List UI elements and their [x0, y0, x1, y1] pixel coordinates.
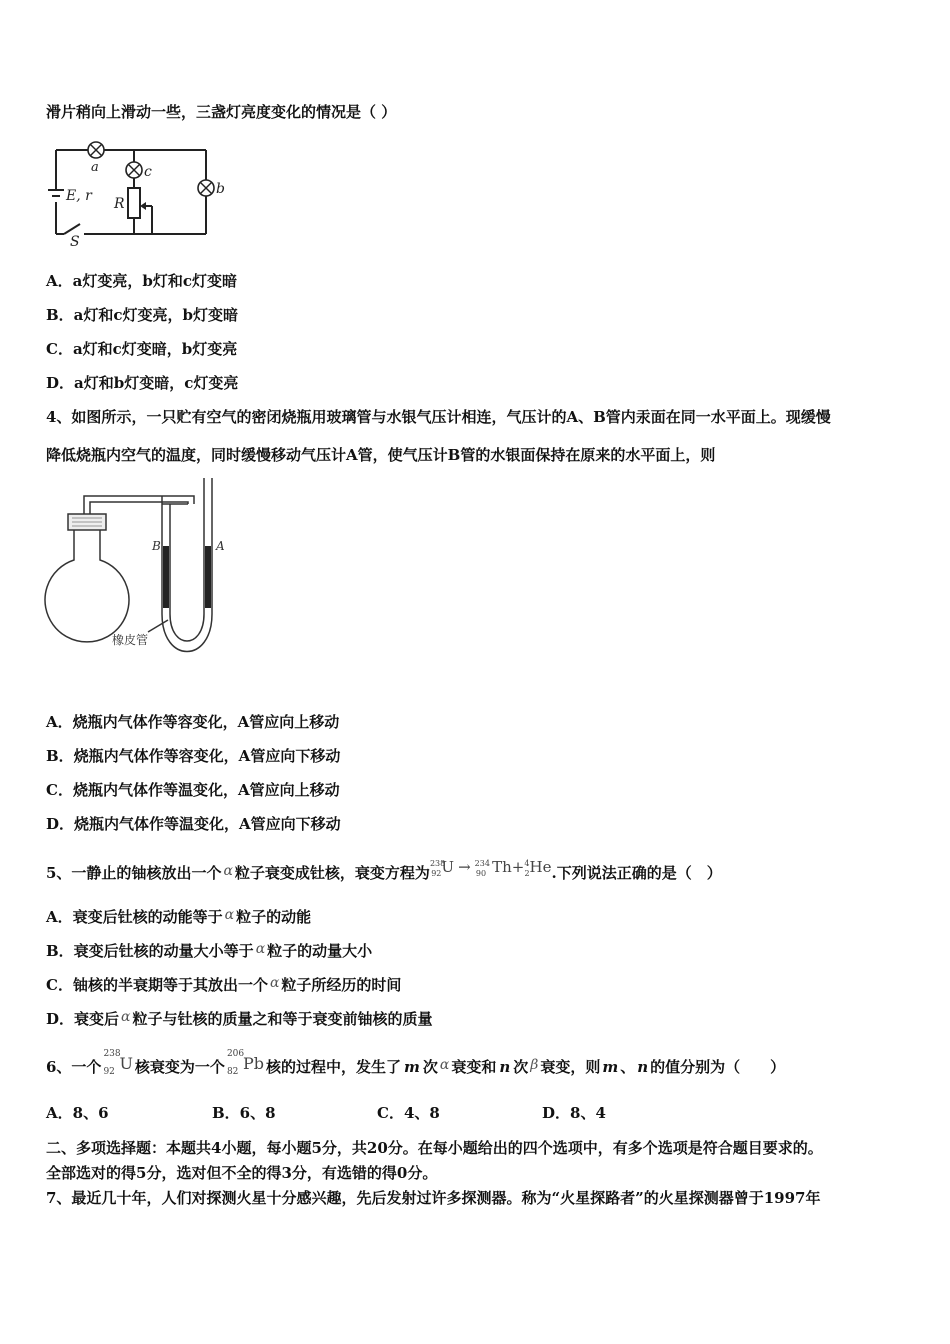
q3-stem: 滑片稍向上滑动一些，三盏灯亮度变化的情况是（ ）: [46, 103, 397, 121]
q6-option-b[interactable]: B．6、8: [212, 1104, 276, 1122]
q6-suffix: 的值分别为（ ）: [650, 1058, 786, 1076]
section2-header-line1: 二、多项选择题：本题共4小题，每小题5分，共20分。在每小题给出的四个选项中，有多个选项是符合题目要求的。: [46, 1139, 823, 1157]
alpha-symbol: α: [439, 1057, 450, 1073]
label-r: R: [114, 196, 125, 212]
q7-stem-line1: 7、最近几十年，人们对探测火星十分感兴趣，先后发射过许多探测器。称为“火星探路者”的火星探测器曾于1997年: [46, 1189, 821, 1207]
q6-mid1: 核衰变为一个: [134, 1058, 225, 1076]
alpha-symbol: α: [269, 975, 280, 991]
q4-option-b[interactable]: B．烧瓶内气体作等容变化，A管应向下移动: [46, 747, 341, 765]
q5-option-d-pre: D．衰变后: [46, 1010, 120, 1028]
q4-flask-diagram: [44, 474, 244, 664]
lead-nuclide: [226, 1049, 264, 1078]
q4-option-c[interactable]: C．烧瓶内气体作等温变化，A管应向上移动: [46, 781, 340, 799]
q6-mid2: 核的过程中，发生了: [265, 1058, 401, 1076]
arrow-icon: →: [458, 858, 471, 876]
q5-option-b-post: 粒子的动量大小: [267, 942, 373, 960]
label-a: a: [91, 160, 99, 175]
q5-option-d[interactable]: [46, 1009, 433, 1030]
pb-mass: 206: [226, 1049, 245, 1059]
q6-option-c[interactable]: C．4、8: [377, 1104, 440, 1122]
label-rubber-tube: 橡皮管: [112, 633, 149, 647]
q4-option-d[interactable]: D．烧瓶内气体作等温变化，A管应向下移动: [46, 815, 341, 833]
var-m-2: m: [602, 1058, 619, 1076]
q3-option-a[interactable]: A．a灯变亮，b灯和c灯变暗: [46, 272, 237, 290]
th-symbol: Th+: [492, 858, 525, 876]
q3-option-d[interactable]: D．a灯和b灯变暗，c灯变亮: [46, 374, 239, 392]
q3-circuit-diagram: [44, 138, 234, 250]
label-b: b: [216, 181, 225, 197]
he-charge: 2: [524, 869, 530, 878]
q4-stem-line1: 4、如图所示，一只贮有空气的密闭烧瓶用玻璃管与水银气压计相连，气压计的A、B管内汞面在同一水平面上。现缓慢: [46, 408, 831, 426]
q4-stem-line2: 降低烧瓶内空气的温度，同时缓慢移动气压计A管，使气压计B管的水银面保持在原来的水平面上，则: [46, 446, 716, 464]
th-charge: 90: [475, 869, 487, 878]
u-charge: 92: [103, 1067, 115, 1077]
u-charge: 92: [431, 869, 442, 878]
label-b-tube: B: [152, 539, 161, 553]
alpha-symbol: α: [224, 907, 235, 923]
q5-option-a[interactable]: [46, 907, 311, 928]
he-symbol: He: [529, 858, 552, 876]
q5-prefix: 5、一静止的铀核放出一个: [46, 864, 222, 882]
q5-mid: 粒子衰变成钍核，衰变方程为: [234, 864, 430, 882]
u-mass: 238: [429, 859, 446, 868]
lamp-b-icon: [198, 180, 214, 196]
label-c: c: [144, 164, 152, 180]
q6-sep: 、: [620, 1058, 636, 1076]
uranium-nuclide: [103, 1049, 133, 1078]
lamp-c-icon: [126, 162, 142, 178]
q6-ci2: 次: [513, 1058, 529, 1076]
beta-symbol: β: [530, 1057, 539, 1073]
alpha-symbol: α: [255, 941, 266, 957]
alpha-symbol: α: [121, 1009, 131, 1025]
var-m: m: [403, 1058, 420, 1076]
pb-symbol: Pb: [242, 1054, 264, 1073]
label-a-tube: A: [216, 539, 225, 553]
q5-option-d-post: 粒子与钍核的质量之和等于衰变前铀核的质量: [132, 1010, 433, 1028]
q5-option-a-post: 粒子的动能: [236, 908, 312, 926]
section2-header-line2: 全部选对的得5分，选对但不全的得3分，有选错的得0分。: [46, 1164, 438, 1182]
q3-option-c[interactable]: C．a灯和c灯变暗，b灯变亮: [46, 340, 238, 358]
he-mass: 4: [524, 859, 530, 868]
q6-mid4: 衰变，则: [540, 1058, 601, 1076]
q5-option-b-pre: B．衰变后钍核的动量大小等于: [46, 942, 254, 960]
q6-stem: [46, 1049, 786, 1078]
q6-mid3: 衰变和: [451, 1058, 497, 1076]
q6-option-d[interactable]: D．8、4: [542, 1104, 606, 1122]
q6-prefix: 6、一个: [46, 1058, 102, 1076]
q5-option-b[interactable]: [46, 941, 372, 962]
q6-option-a[interactable]: A．8、6: [46, 1104, 109, 1122]
q5-stem: [46, 860, 722, 890]
q4-option-a[interactable]: A．烧瓶内气体作等容变化，A管应向上移动: [46, 713, 340, 731]
u-symbol: U: [441, 858, 455, 876]
q3-option-b[interactable]: B．a灯和c灯变亮，b灯变暗: [46, 306, 239, 324]
q5-option-c-post: 粒子所经历的时间: [281, 976, 402, 994]
var-n-2: n: [637, 1058, 649, 1076]
u-symbol: U: [119, 1054, 133, 1073]
label-er: E, r: [66, 188, 92, 204]
q5-option-a-pre: A．衰变后钍核的动能等于: [46, 908, 223, 926]
q5-option-c-pre: C．铀核的半衰期等于其放出一个: [46, 976, 268, 994]
label-s: S: [70, 234, 80, 250]
alpha-symbol: α: [223, 863, 233, 879]
lamp-a-icon: [88, 142, 104, 158]
q5-option-c[interactable]: [46, 975, 401, 996]
pb-charge: 82: [226, 1067, 239, 1077]
var-n: n: [499, 1058, 511, 1076]
q5-suffix: .下列说法正确的是（ ）: [551, 864, 722, 882]
u-mass: 238: [103, 1049, 121, 1059]
decay-equation: [430, 854, 552, 884]
q6-ci1: 次: [422, 1058, 438, 1076]
th-mass: 234: [474, 859, 490, 868]
